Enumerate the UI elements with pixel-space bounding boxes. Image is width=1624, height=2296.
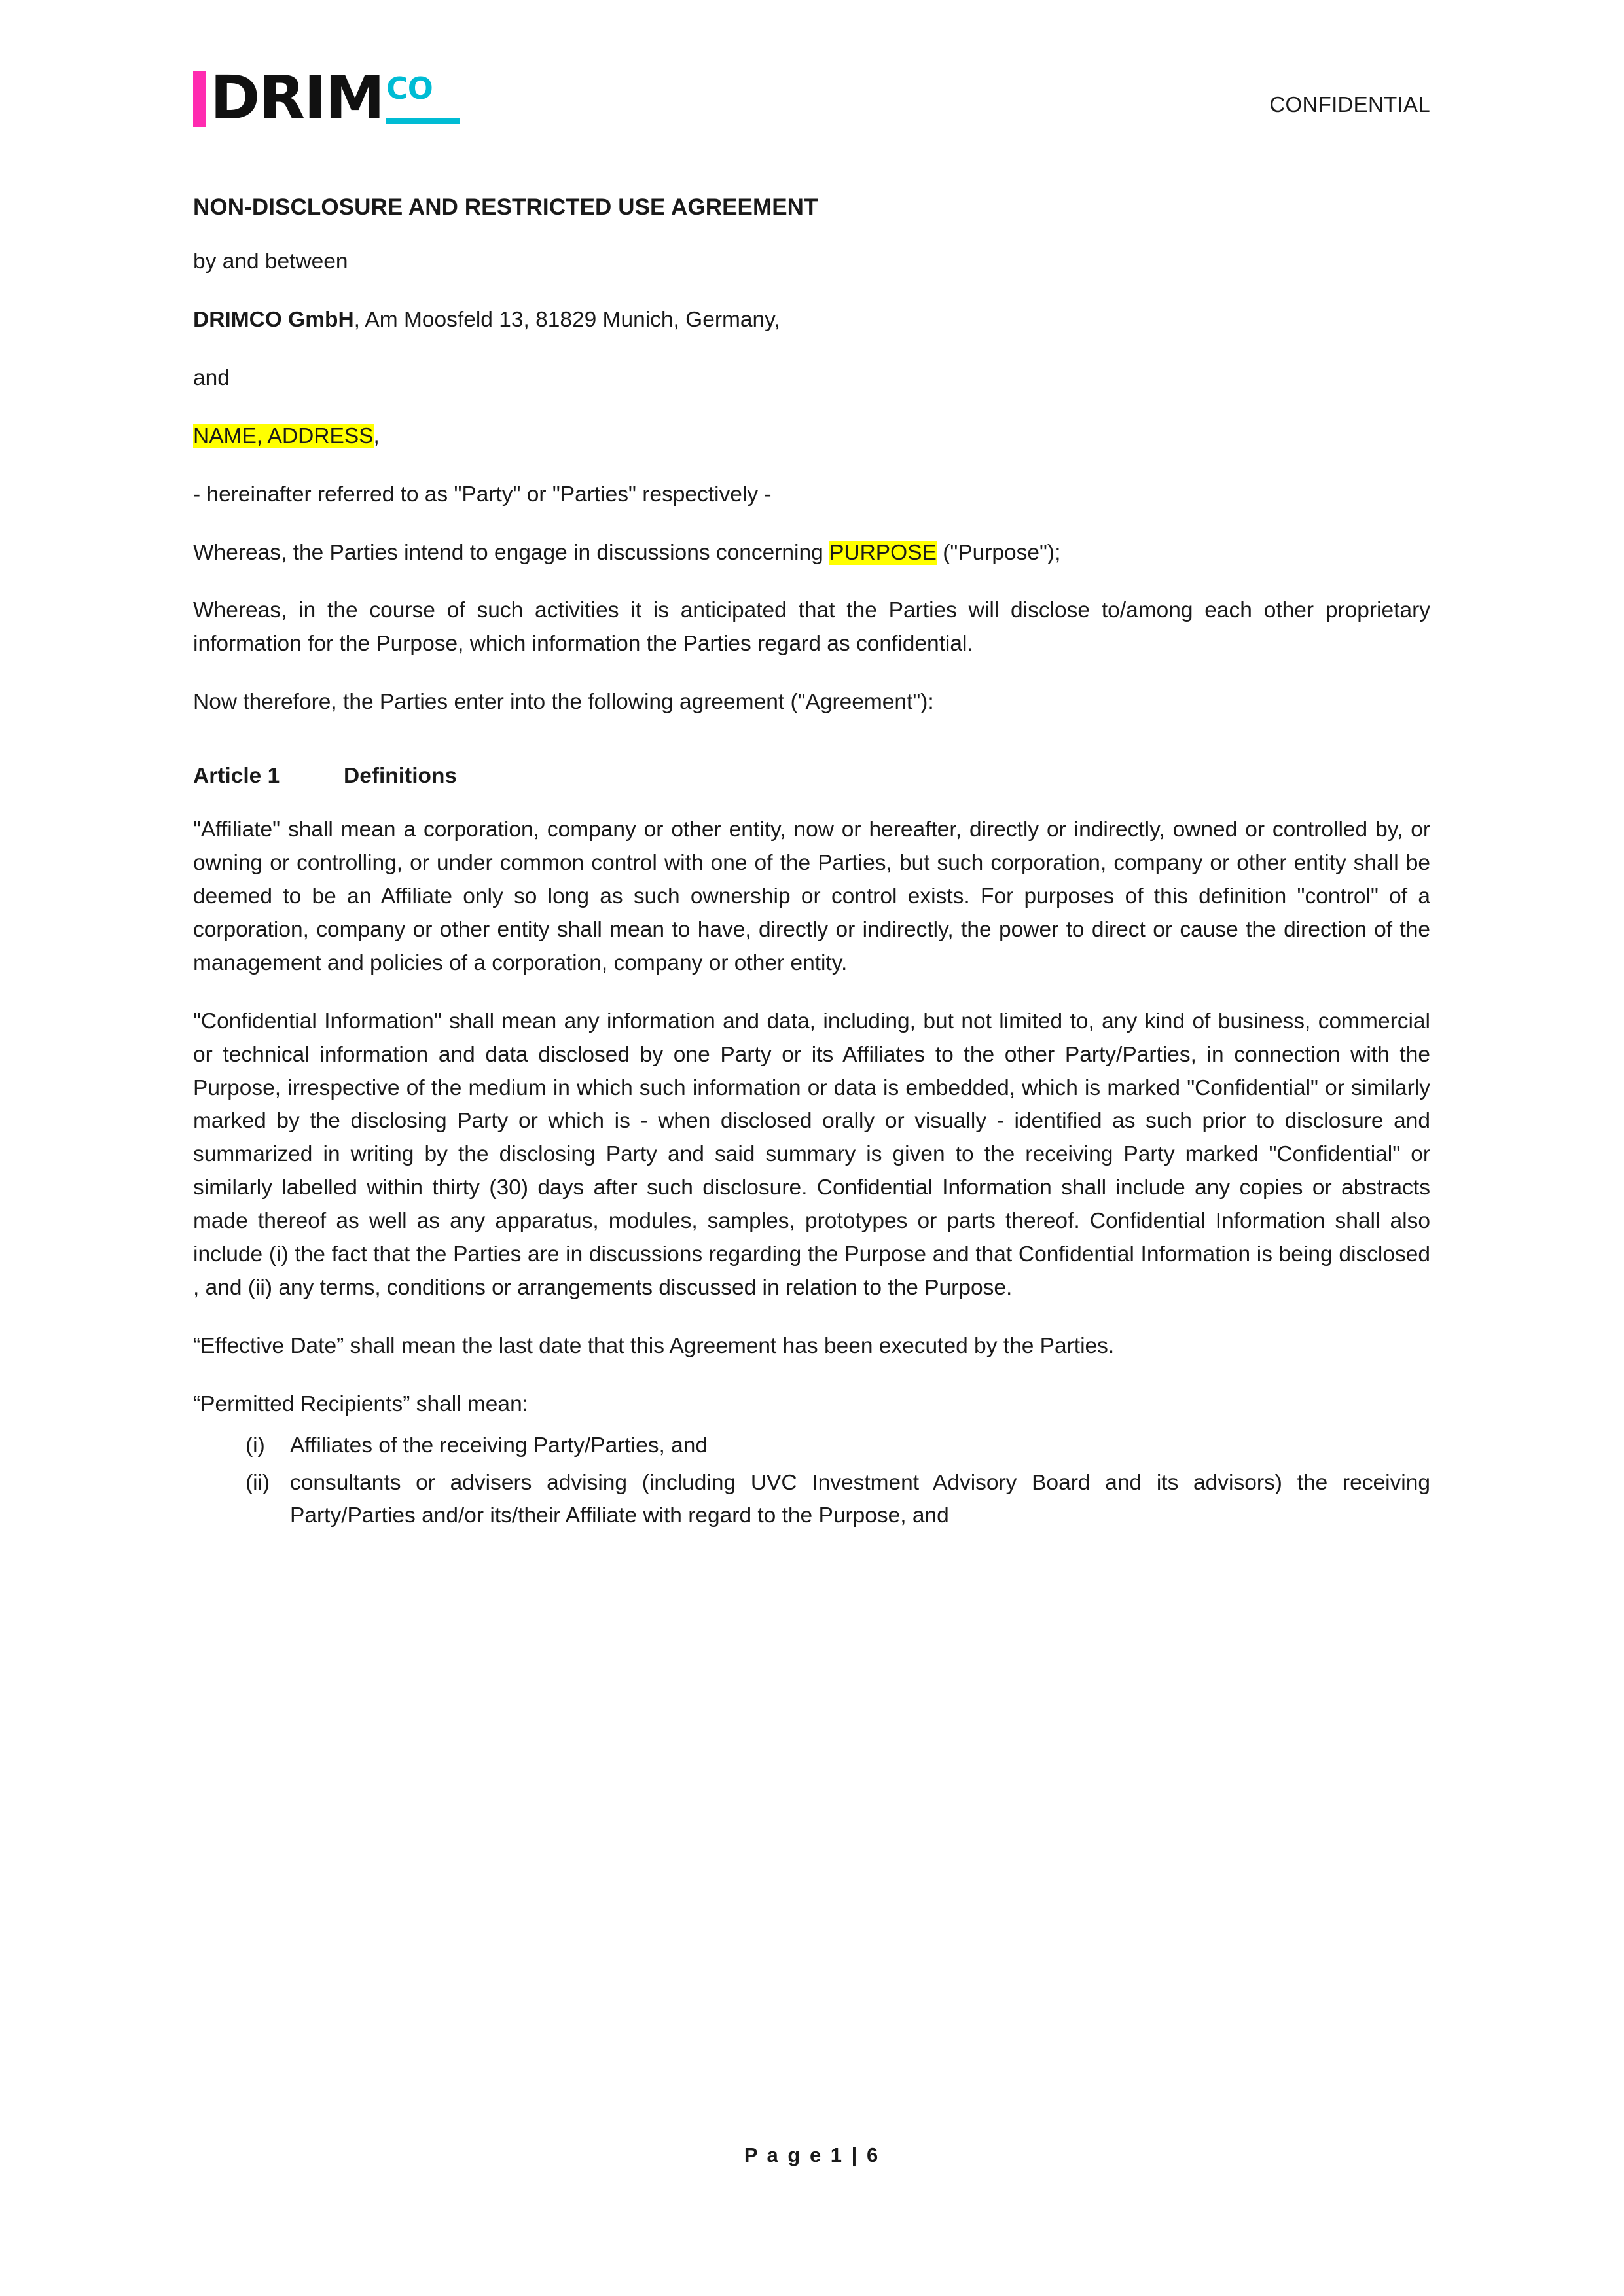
list-item-marker: (i) (245, 1433, 265, 1458)
logo-pink-bar (193, 71, 206, 127)
drimco-logo (193, 62, 460, 134)
list-item-marker: (ii) (245, 1470, 270, 1495)
list-item (193, 1467, 1430, 1534)
party-two-trailing: , (373, 423, 380, 448)
party-one-address: , Am Moosfeld 13, 81829 Munich, Germany, (353, 307, 780, 332)
article-1-number: Article 1 (193, 764, 280, 789)
page-content (193, 62, 1430, 1533)
list-item-text: consultants or advisers advising (including UVC Investment Advisory Board and its advisors) the receiving Party/Parties and/or its/their Affiliate with regard to the Purpose, and (290, 1470, 1430, 1528)
intro-by-and-between: by and between (193, 249, 348, 274)
logo-suffix: CO (386, 70, 433, 106)
confidential-information-definition: "Confidential Information" shall mean any information and data, including, but not limited to, any kind of business, commercial or technical information and data disclosed by one Party or its Affiliates to the other Party/Parties, in connection with the Purpose, irrespective of the medium in which such information or data is embedded, which is marked "Confidential" or similarly marked by the disclosing Party or which is - when disclosed orally or visually - identified as such prior to disclosure and summarized in writing by the disclosing Party and said summary is given to the receiving Party marked "Confidential" or similarly labelled within thirty (30) days after such disclosure. Confidential Information shall include any copies or abstracts made thereof as well as any apparatus, modules, samples, prototypes or parts thereof. Confidential Information shall also include (i) the fact that the Parties are in discussions regarding the Purpose and that Confidential Information is being disclosed , and (ii) any terms, conditions or arrangements discussed in relation to the Purpose. (193, 1009, 1430, 1300)
party-one-name: DRIMCO GmbH (193, 307, 354, 332)
list-item-text: Affiliates of the receiving Party/Parties, and (290, 1433, 708, 1458)
whereas-purpose-after: ("Purpose"); (936, 540, 1061, 565)
page-footer: P a g e 1 | 6 (744, 2144, 880, 2166)
purpose-placeholder: PURPOSE (829, 540, 937, 565)
list-item (193, 1429, 1430, 1463)
and-separator: and (193, 365, 230, 390)
confidential-marking: CONFIDENTIAL (1269, 92, 1430, 117)
document-header (193, 62, 1430, 147)
affiliate-definition: "Affiliate" shall mean a corporation, company or other entity, now or hereafter, directly or indirectly, owned or controlled by, or owning or controlling, or under common control with one of the Parties, but such corporation, company or other entity shall be deemed to be an Affiliate only so long as such ownership or control exists. For purposes of this definition "control" of a corporation, company or other entity shall mean to have, directly or indirectly, the power to direct or cause the direction of the management and policies of a corporation, company or other entity. (193, 817, 1430, 975)
party-two-line (193, 420, 1430, 454)
whereas-disclosure-paragraph: Whereas, in the course of such activities it is anticipated that the Parties will disclose to/among each other proprietary information for the Purpose, which information the Parties regard as confidential. (193, 598, 1430, 656)
whereas-purpose-before: Whereas, the Parties intend to engage in discussions concerning (193, 540, 830, 565)
party-two-placeholder: NAME, ADDRESS (193, 423, 374, 448)
permitted-recipients-list (193, 1429, 1430, 1534)
logo-wordmark: DRIM (210, 63, 384, 133)
permitted-recipients-lead: “Permitted Recipients” shall mean: (193, 1391, 529, 1416)
party-one-line (193, 304, 1430, 337)
article-1-title: Definitions (344, 764, 458, 789)
article-1-heading (193, 764, 1430, 789)
effective-date-definition: “Effective Date” shall mean the last date that this Agreement has been executed by the Parties. (193, 1333, 1115, 1358)
logo-suffix-group (386, 70, 460, 124)
whereas-purpose-line (193, 537, 1430, 570)
page-title: NON-DISCLOSURE AND RESTRICTED USE AGREEMENT (193, 194, 818, 220)
now-therefore-paragraph: Now therefore, the Parties enter into the following agreement ("Agreement"): (193, 690, 934, 715)
hereinafter-line: - hereinafter referred to as "Party" or "Parties" respectively - (193, 482, 772, 507)
logo-cyan-underline (386, 118, 460, 124)
